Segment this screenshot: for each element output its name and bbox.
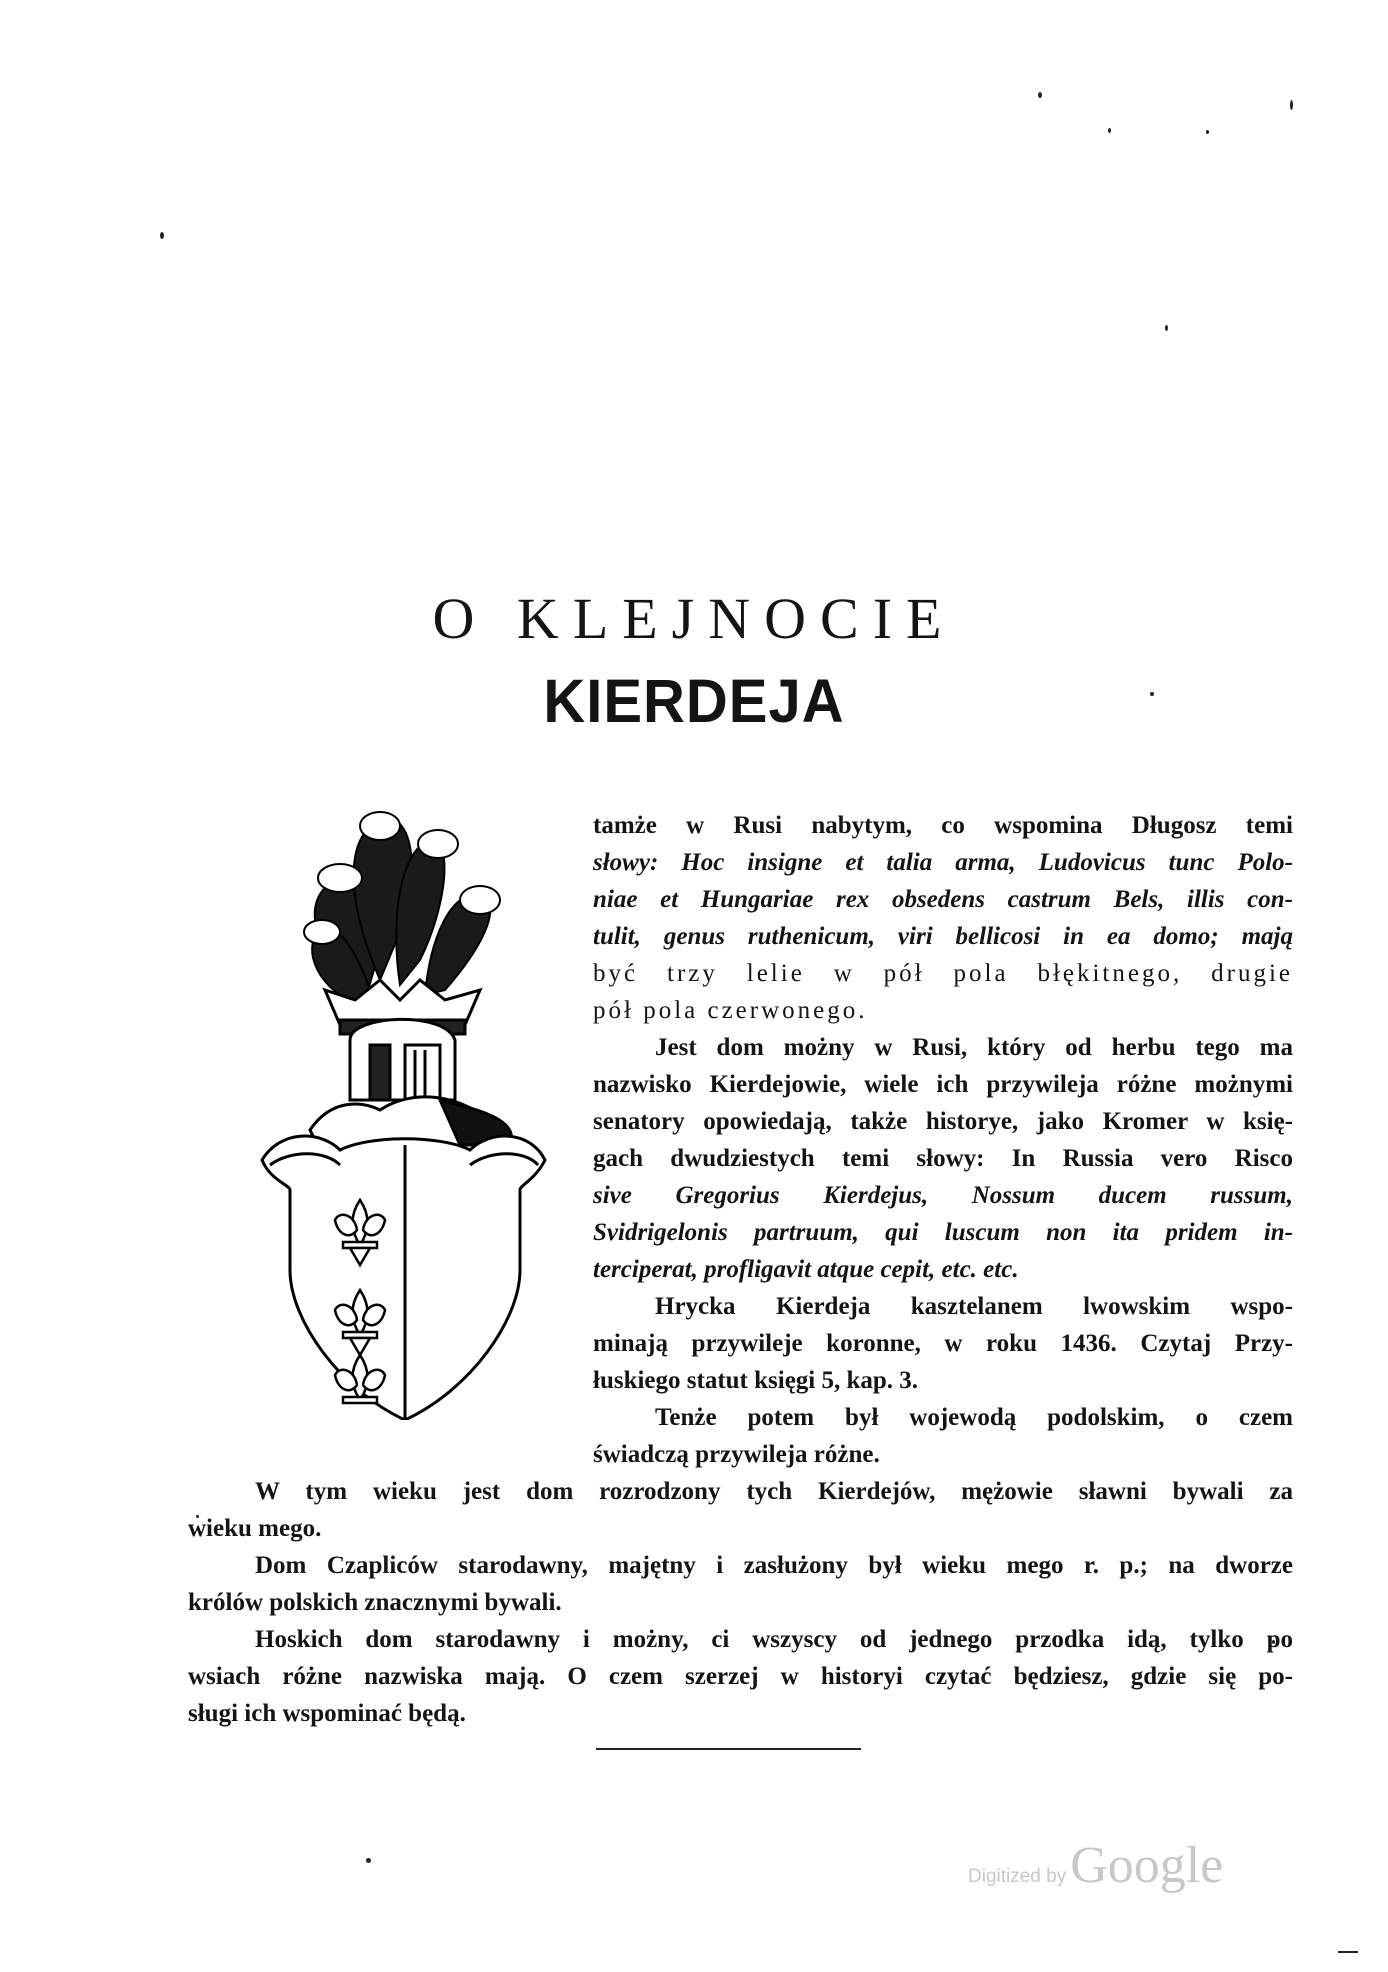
scan-speck xyxy=(1290,100,1293,110)
digitized-label: Digitized by xyxy=(968,1866,1067,1887)
text-line: tamże w Rusi nabytym, co wspomina Długosz temi xyxy=(593,812,1293,839)
page-title: O KLEJNOCIE xyxy=(432,586,956,651)
text-line: Tenże potem był wojewodą podolskim, o czem xyxy=(655,1404,1293,1431)
scan-speck xyxy=(1038,92,1042,98)
text-line: Svidrigelonis partruum, qui luscum non ita pridem in- xyxy=(593,1219,1293,1246)
text-line: królów polskich znacznymi bywali. xyxy=(188,1589,562,1616)
coat-of-arms-illustration xyxy=(240,800,560,1420)
text-line: być trzy lelie w pół pola błękitnego, drugie xyxy=(593,960,1293,987)
text-line: nazwisko Kierdejowie, wiele ich przywileja różne możnymi xyxy=(593,1071,1293,1098)
text-line: Jest dom możny w Rusi, który od herbu tego ma xyxy=(655,1034,1293,1061)
text-line: łuskiego statut księgi 5, kap. 3. xyxy=(593,1367,919,1394)
page-subtitle: KIERDEJA xyxy=(543,667,845,736)
text-line: wsiach różne nazwiska mają. O czem szerzej w historyi czytać będziesz, gdzie się po- xyxy=(188,1663,1293,1690)
text-line: terciperat, profligavit atque cepit, etc. etc. xyxy=(593,1256,1019,1283)
text-line: gach dwudziestych temi słowy: In Russia vero Risco xyxy=(593,1145,1293,1172)
text-line: słowy: Hoc insigne et talia arma, Ludovicus tunc Polo- xyxy=(593,849,1293,876)
text-line: Dom Czapliców starodawny, majętny i zasłużony był wieku mego r. p.; na dworze xyxy=(255,1552,1293,1579)
text-line: wieku mego. xyxy=(188,1515,322,1542)
text-line: niae et Hungariae rex obsedens castrum Bels, illis con- xyxy=(593,886,1293,913)
scan-speck xyxy=(1206,130,1209,134)
shield-icon xyxy=(262,1136,545,1420)
scan-speck xyxy=(1108,128,1111,133)
scan-mark xyxy=(1338,1951,1358,1953)
text-line: W tym wieku jest dom rozrodzony tych Kierdejów, mężowie sławni bywali za xyxy=(255,1478,1293,1505)
scan-speck xyxy=(366,1858,371,1863)
text-line: świadczą przywileja różne. xyxy=(593,1441,880,1468)
text-line: minają przywileje koronne, w roku 1436. Czytaj Przy- xyxy=(593,1330,1293,1357)
text-line: sive Gregorius Kierdejus, Nossum ducem russum, xyxy=(593,1182,1293,1209)
section-divider xyxy=(596,1748,861,1750)
text-line: Hoskich dom starodawny i możny, ci wszyscy od jednego przodka idą, tylko po xyxy=(255,1626,1293,1653)
scan-speck xyxy=(1165,325,1168,331)
text-line: Hrycka Kierdeja kasztelanem lwowskim wspo- xyxy=(655,1293,1293,1320)
text-line: senatory opowiedają, także historye, jako Kromer w księ- xyxy=(593,1108,1293,1135)
digitized-by-watermark xyxy=(968,1836,1223,1896)
helmet-icon xyxy=(310,1019,512,1150)
text-line: tulit, genus ruthenicum, viri bellicosi in ea domo; mają xyxy=(593,923,1293,950)
text-line: sługi ich wspominać będą. xyxy=(188,1700,466,1727)
google-logo: Google xyxy=(1070,1837,1224,1894)
scan-speck xyxy=(160,232,164,239)
text-line: pół pola czerwonego. xyxy=(593,997,868,1024)
feathers-icon xyxy=(304,812,500,1005)
